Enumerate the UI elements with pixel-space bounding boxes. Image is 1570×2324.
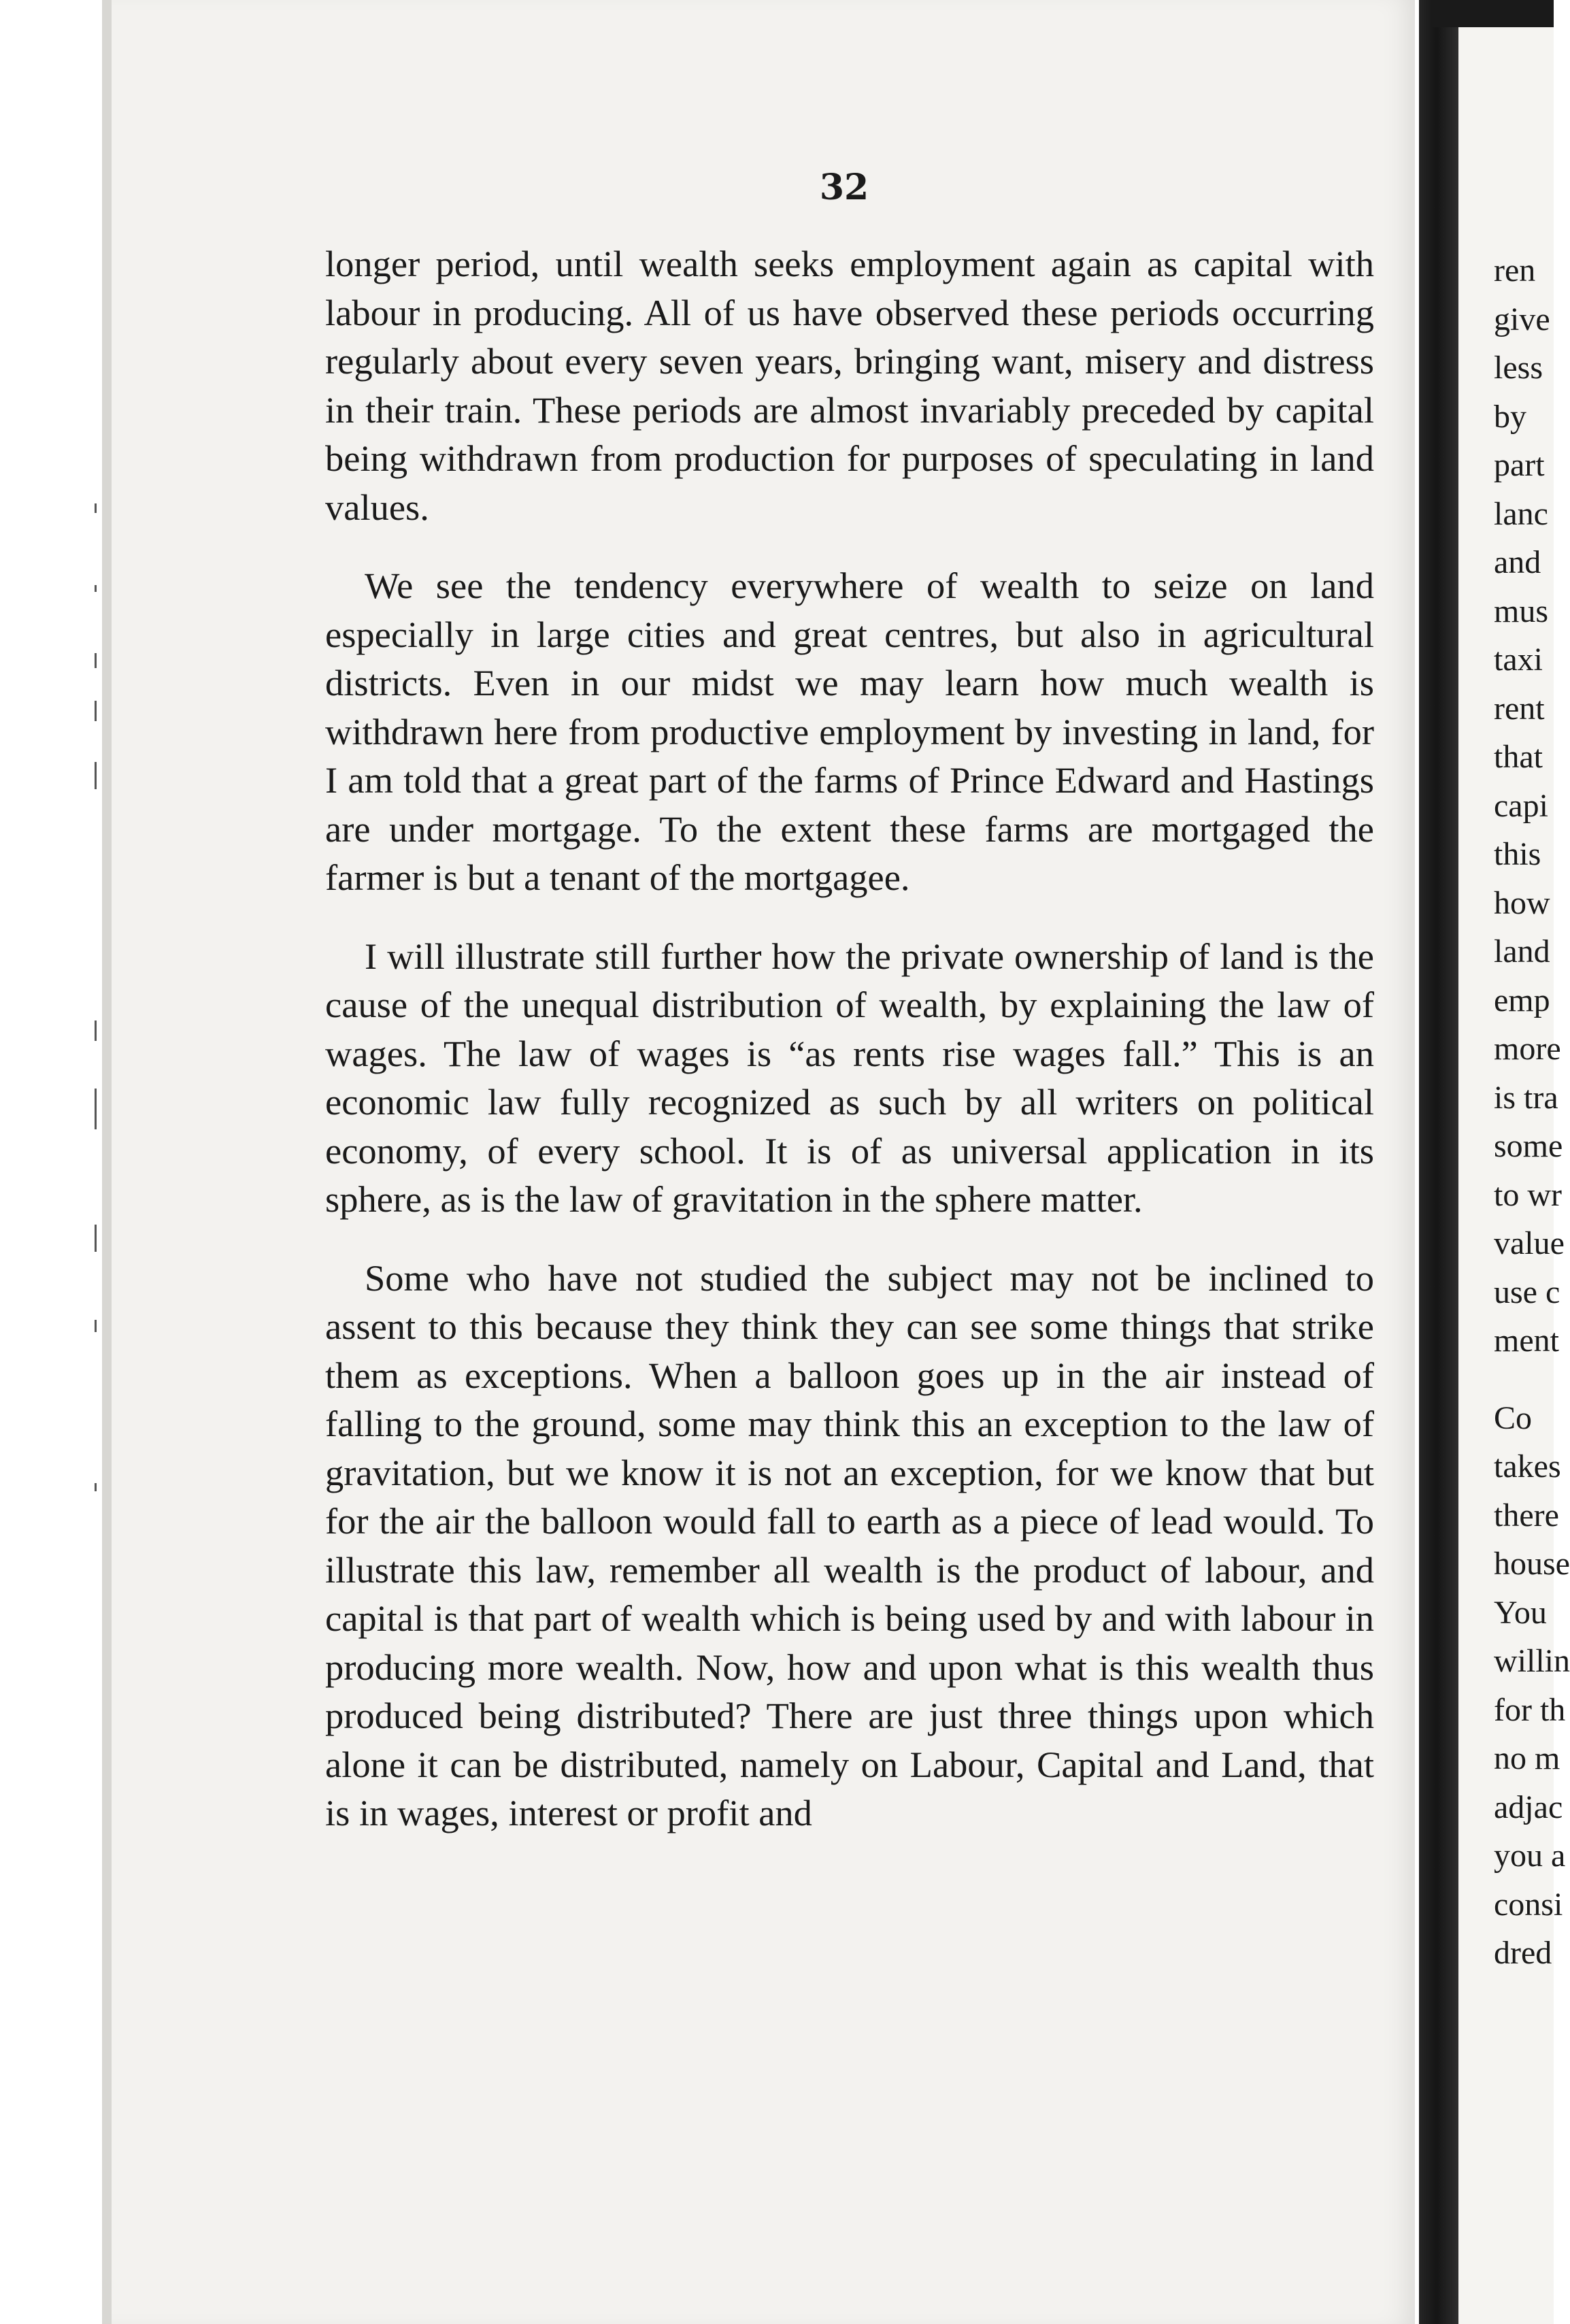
page-number: 32 [819, 167, 869, 208]
facing-line: give [1494, 301, 1550, 337]
margin-mark [95, 1320, 97, 1332]
facing-line: is tra [1494, 1079, 1558, 1116]
paragraph-2: We see the tendency everywhere of wealth to seize on land especially in large cities and great centres, but also in agricultural districts. Even in our midst we may learn how much wealth is withdrawn here from productive employment by investing in land, for I am told that a great part of the farms of Prince Edward and Hastings are under mortgage. To the extent these farms are mortgaged the farmer is but a tenant of the mortgagee. [325, 565, 1374, 898]
facing-line: for th [1494, 1691, 1566, 1728]
facing-line: this [1494, 836, 1541, 872]
paragraph-3: I will illustrate still further how the private ownership of land is the cause of the unequal distribution of wealth, by explaining the law of wages. The law of wages is “as rents rise wages fall.” This is an economic law fully recognized as such by all writers on political economy, of every school. It is of as universal application in its sphere, as is the law of gravitation in the sphere matter. [325, 935, 1374, 1220]
facing-line: value [1494, 1225, 1565, 1261]
facing-page-text [1494, 246, 1570, 1978]
binding-top-shadow [1431, 0, 1554, 27]
margin-mark [95, 653, 97, 668]
margin-mark [95, 1225, 97, 1252]
facing-line: to wr [1494, 1176, 1562, 1213]
facing-line: adjac [1494, 1789, 1563, 1825]
margin-mark [95, 1089, 97, 1129]
facing-line: mus [1494, 593, 1549, 629]
facing-line: You [1494, 1594, 1547, 1631]
facing-line: and [1494, 544, 1541, 580]
facing-line: land [1494, 933, 1550, 969]
facing-line: consi [1494, 1886, 1563, 1923]
facing-line: capi [1494, 787, 1548, 824]
left-page-edge [102, 0, 112, 2324]
margin-mark [95, 1483, 97, 1491]
facing-line: rent [1494, 690, 1545, 727]
margin-mark [95, 1020, 97, 1041]
facing-line: no m [1494, 1740, 1560, 1776]
facing-line: part [1494, 447, 1545, 483]
facing-line: more [1494, 1031, 1561, 1067]
facing-line: how [1494, 884, 1550, 921]
facing-line: Co [1494, 1399, 1533, 1436]
facing-line: that [1494, 739, 1543, 775]
book-binding [1419, 0, 1458, 2324]
facing-line: you a [1494, 1838, 1566, 1874]
margin-mark [95, 585, 97, 592]
margin-marks [92, 476, 100, 1497]
facing-line: some [1494, 1128, 1563, 1164]
facing-line: dred [1494, 1935, 1552, 1971]
facing-line: ment [1494, 1323, 1559, 1359]
facing-line: by [1494, 398, 1526, 435]
paragraph-1: longer period, until wealth seeks employment again as capital with labour in producing. All of us have observed these periods occurring regularly about every seven years, bringing want, misery and distress in their train. These periods are almost invariably preceded by capital being withdrawn from production for purposes of speculating in land values. [325, 243, 1374, 528]
margin-mark [95, 503, 97, 513]
facing-line: there [1494, 1497, 1559, 1533]
facing-paragraph-gap [1494, 1365, 1554, 1394]
page-body [325, 239, 1374, 1838]
facing-line: use c [1494, 1274, 1560, 1310]
paragraph-4: Some who have not studied the subject may not be inclined to assent to this because they think they can see some things that strike them as exceptions. When a balloon goes up in the air instead of falling to the ground, some may think this an exception to the law of gravitation, but we know it is not an exception, for we know that but for the air the balloon would fall to earth as a piece of lead would. To illustrate this law, remember all wealth is the product of labour, and capital is that part of wealth which is being used by and with labour in producing more wealth. Now, how and upon what is this wealth thus produced being distributed? There are just three things upon which alone it can be distributed, namely on Labour, Capital and Land, that is in wages, interest or profit and [325, 1257, 1374, 1833]
facing-line: house [1494, 1546, 1570, 1582]
margin-mark [95, 701, 97, 721]
margin-mark [95, 762, 97, 789]
facing-line: willin [1494, 1643, 1570, 1679]
facing-line: less [1494, 350, 1543, 386]
facing-line: taxi [1494, 642, 1543, 678]
facing-line: lanc [1494, 495, 1548, 532]
facing-line: emp [1494, 982, 1550, 1018]
facing-line: takes [1494, 1448, 1561, 1484]
facing-line: ren [1494, 252, 1536, 288]
